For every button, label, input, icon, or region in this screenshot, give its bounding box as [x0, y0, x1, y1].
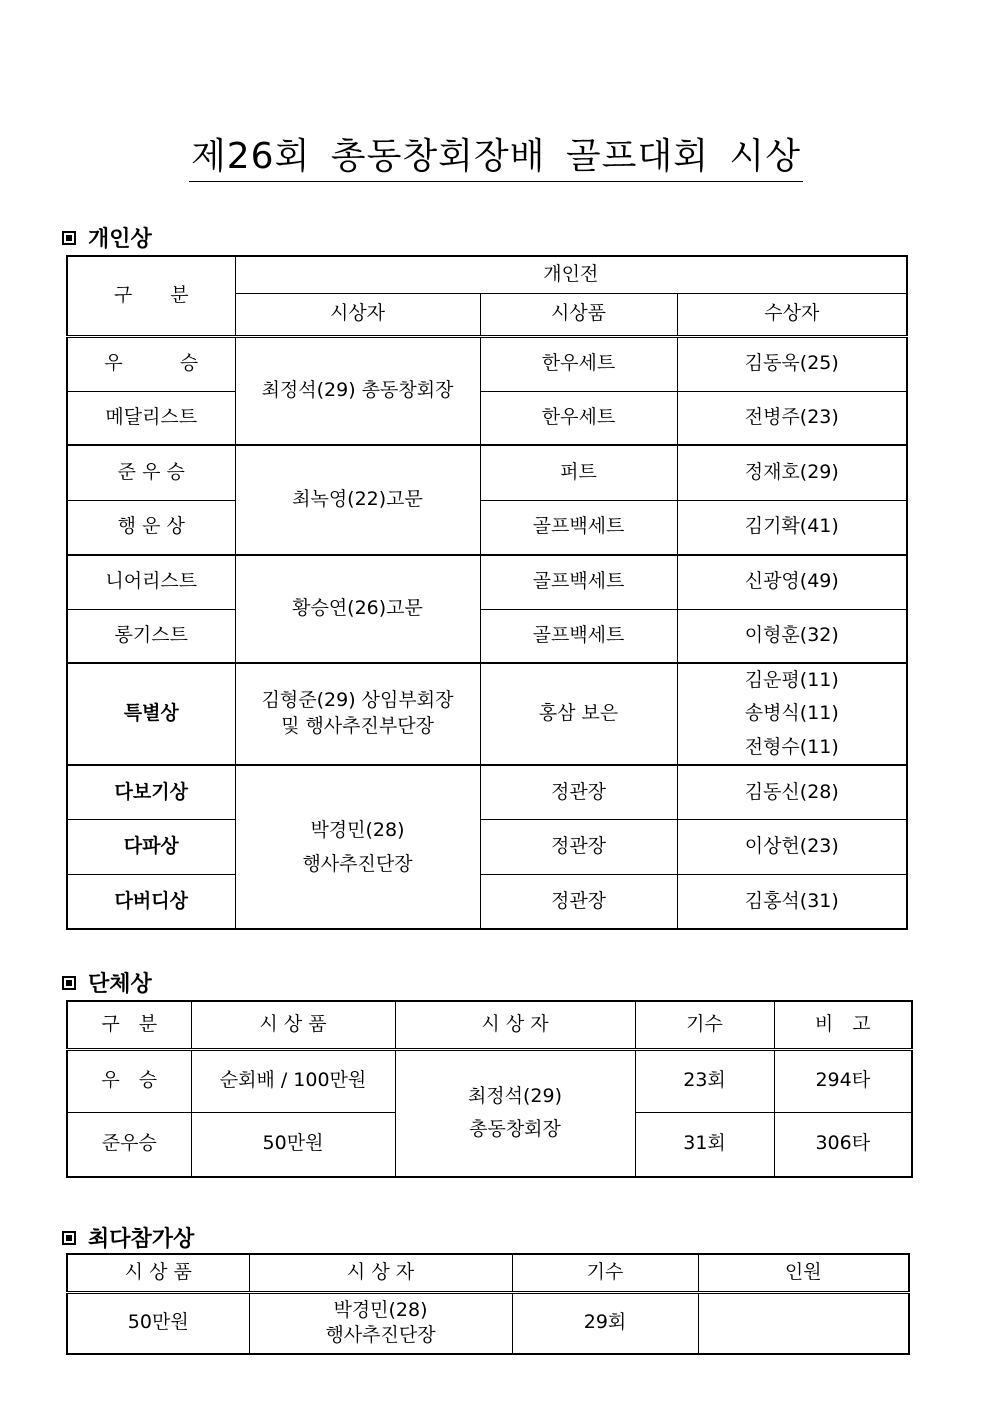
division-cell: 행 운 상 — [67, 500, 235, 555]
presenter-cell: 황승연(26)고문 — [235, 555, 480, 663]
class-cell: 23회 — [635, 1049, 774, 1112]
team-award-table — [66, 1000, 913, 1178]
division-cell: 롱기스트 — [67, 609, 235, 663]
presenter-cell: 최정석(29) 총동창회장 — [395, 1049, 635, 1177]
header-note: 비 고 — [774, 1001, 912, 1049]
square-bullet-icon — [62, 976, 76, 990]
winner-cell: 이상헌(23) — [677, 820, 907, 875]
header-presenter: 시상자 — [235, 293, 480, 336]
header-count: 인원 — [698, 1254, 909, 1292]
winner-cell: 전병주(23) — [677, 391, 907, 445]
header-division: 구 분 — [67, 256, 235, 336]
presenter-cell: 최정석(29) 총동창회장 — [235, 336, 480, 445]
header-prize: 시상품 — [480, 293, 677, 336]
class-cell: 31회 — [635, 1112, 774, 1177]
prize-cell: 퍼트 — [480, 445, 677, 500]
prize-cell: 한우세트 — [480, 336, 677, 391]
division-cell: 준우승 — [67, 1112, 191, 1177]
header-winner: 수상자 — [677, 293, 907, 336]
header-division: 구 분 — [67, 1001, 191, 1049]
division-cell: 우 승 — [67, 1049, 191, 1112]
note-cell: 294타 — [774, 1049, 912, 1112]
header-group: 개인전 — [235, 256, 907, 293]
winner-cell: 김홍석(31) — [677, 875, 907, 929]
prize-cell-special: 홍삼 보은 — [480, 663, 677, 765]
division-cell: 다파상 — [67, 820, 235, 875]
square-bullet-icon — [62, 1231, 76, 1245]
prize-cell: 골프백세트 — [480, 609, 677, 663]
section-heading-participation: 최다참가상 — [62, 1222, 194, 1253]
prize-cell: 골프백세트 — [480, 555, 677, 609]
header-class: 기수 — [512, 1254, 698, 1292]
prize-cell: 정관장 — [480, 875, 677, 929]
prize-cell: 50만원 — [67, 1292, 249, 1354]
presenter-cell: 박경민(28) 행사추진단장 — [235, 765, 480, 929]
division-cell: 니어리스트 — [67, 555, 235, 609]
winner-cell: 정재호(29) — [677, 445, 907, 500]
header-prize: 시 상 품 — [191, 1001, 395, 1049]
header-presenter: 시 상 자 — [249, 1254, 512, 1292]
presenter-cell-special: 김형준(29) 상임부회장 및 행사추진부단장 — [235, 663, 480, 765]
division-cell: 메달리스트 — [67, 391, 235, 445]
section-heading-individual: 개인상 — [62, 222, 152, 253]
division-cell: 다버디상 — [67, 875, 235, 929]
winner-cell: 김기확(41) — [677, 500, 907, 555]
square-bullet-icon — [62, 231, 76, 245]
individual-award-table — [66, 255, 908, 930]
note-cell: 306타 — [774, 1112, 912, 1177]
count-cell — [698, 1292, 909, 1354]
participation-award-table — [66, 1253, 910, 1355]
section-heading-team: 단체상 — [62, 967, 152, 998]
prize-cell: 정관장 — [480, 820, 677, 875]
winner-cell: 김동욱(25) — [677, 336, 907, 391]
presenter-cell: 최녹영(22)고문 — [235, 445, 480, 555]
winner-cell: 김동신(28) — [677, 765, 907, 820]
header-presenter: 시 상 자 — [395, 1001, 635, 1049]
division-cell: 준 우 승 — [67, 445, 235, 500]
prize-cell: 한우세트 — [480, 391, 677, 445]
class-cell: 29회 — [512, 1292, 698, 1354]
winner-cell: 이형훈(32) — [677, 609, 907, 663]
header-prize: 시 상 품 — [67, 1254, 249, 1292]
division-cell: 우 승 — [67, 336, 235, 391]
prize-cell: 순회배 / 100만원 — [191, 1049, 395, 1112]
prize-cell: 정관장 — [480, 765, 677, 820]
page-title: 제26회 총동창회장배 골프대회 시상 — [0, 128, 992, 179]
header-class: 기수 — [635, 1001, 774, 1049]
prize-cell: 골프백세트 — [480, 500, 677, 555]
prize-cell: 50만원 — [191, 1112, 395, 1177]
winner-cell: 신광영(49) — [677, 555, 907, 609]
division-cell: 다보기상 — [67, 765, 235, 820]
winner-cell-special: 김운평(11) 송병식(11) 전형수(11) — [677, 663, 907, 765]
division-cell-special: 특별상 — [67, 663, 235, 765]
presenter-cell: 박경민(28) 행사추진단장 — [249, 1292, 512, 1354]
